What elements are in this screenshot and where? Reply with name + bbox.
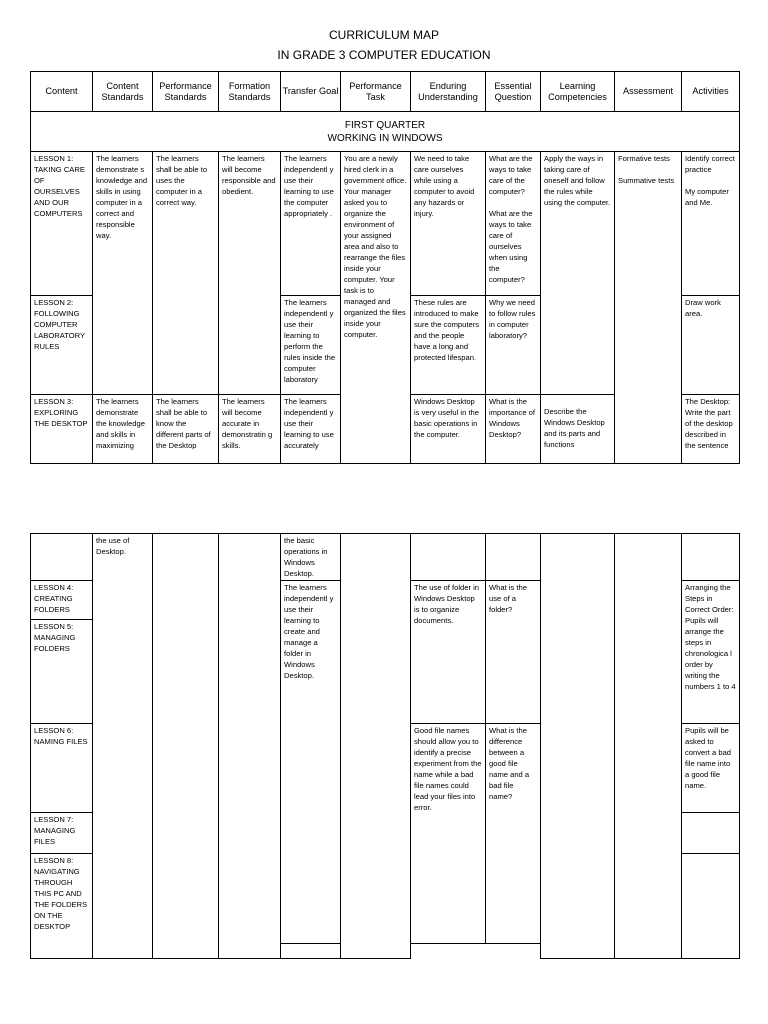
lesson3-transfer-goal: The learners independentl y use their learning to use accurately <box>281 395 341 464</box>
page2-learning-competencies <box>541 534 615 959</box>
lesson1-learning-competencies: Apply the ways in taking care of oneself and follow the rules while using the computer. <box>541 152 615 395</box>
header-formation-standards: Formation Standards <box>219 72 281 112</box>
quarter-heading <box>31 112 740 152</box>
cont-enduring-understanding <box>411 534 486 581</box>
lesson2-enduring-understanding: These rules are introduced to make sure the computers and the people have a long and protected lifespan. <box>411 296 486 395</box>
page2-assessment <box>615 534 682 959</box>
lesson1-performance-standards: The learners shall be able to uses the computer in a correct way. <box>153 152 219 395</box>
header-content-standards: Content Standards <box>93 72 153 112</box>
lesson6-enduring-understanding: Good file names should allow you to identify a precise experiment from the name while a bad file names could lead your files into error. <box>411 724 486 944</box>
lesson1-formation-standards: The learners will become responsible and obedient. <box>219 152 281 395</box>
page2-performance-task <box>341 534 411 959</box>
cont-activities <box>682 534 740 581</box>
cont-content <box>31 534 93 581</box>
assessment: Formative tests Summative tests <box>615 152 682 464</box>
lesson5-content: LESSON 5: MANAGING FOLDERS <box>31 620 93 724</box>
curriculum-table-page2 <box>30 533 740 959</box>
lesson3-content: LESSON 3: EXPLORING THE DESKTOP <box>31 395 93 464</box>
quarter-label: FIRST QUARTER <box>344 119 426 131</box>
lesson6-activities: Pupils will be asked to convert a bad file name into a good file name. <box>682 724 740 813</box>
lesson1-content: LESSON 1: TAKING CARE OF OURSELVES AND OUR COMPUTERS <box>31 152 93 296</box>
header-learning-competencies: Learning Competencies <box>541 72 615 112</box>
lesson7-activities <box>682 813 740 854</box>
cont-content-standards: the use of Desktop. <box>93 534 153 959</box>
lesson8-content: LESSON 8: NAVIGATING THROUGH THIS PC AND THE FOLDERS ON THE DESKTOP <box>31 854 93 959</box>
cont-essential-question <box>486 534 541 581</box>
lesson1-content-standards: The learners demonstrate s knowledge and skills in using computer in a correct and responsible way. <box>93 152 153 395</box>
lesson4-activities: Arranging the Steps in Correct Order: Pupils will arrange the steps in chronologica l order by writing the numbers 1 to 4 <box>682 581 740 724</box>
page2-formation-standards <box>219 534 281 959</box>
header-enduring-understanding: Enduring Understanding <box>411 72 486 112</box>
header-performance-standards: Performance Standards <box>153 72 219 112</box>
lesson2-activities: Draw work area. <box>682 296 740 395</box>
lesson8-transfer-goal <box>281 944 341 959</box>
lesson3-learning-competencies: Describe the Windows Desktop and its parts and functions <box>541 395 615 464</box>
lesson4-essential-question: What is the use of a folder? <box>486 581 541 724</box>
lesson7-content: LESSON 7: MANAGING FILES <box>31 813 93 854</box>
curriculum-table-page1 <box>30 71 740 464</box>
header-essential-question: Essential Question <box>486 72 541 112</box>
header-transfer-goal: Transfer Goal <box>281 72 341 112</box>
lesson4-content: LESSON 4: CREATING FOLDERS <box>31 581 93 620</box>
header-content: Content <box>31 72 93 112</box>
header-activities: Activities <box>682 72 740 112</box>
lesson4-transfer-goal: The learners independentl y use their learning to create and manage a folder in Windows Desktop. <box>281 581 341 944</box>
lesson3-content-standards: The learners demonstrate the knowledge and skills in maximizing <box>93 395 153 464</box>
lesson3-formation-standards: The learners will become accurate in demonstratin g skills. <box>219 395 281 464</box>
document-title: CURRICULUM MAP <box>328 28 439 42</box>
lesson1-activities: Identify correct practice My computer and Me. <box>682 152 740 296</box>
quarter-topic: WORKING IN WINDOWS <box>327 132 443 144</box>
lesson3-activities: The Desktop: Write the part of the desktop described in the sentence <box>682 395 740 464</box>
document-subtitle: IN GRADE 3 COMPUTER EDUCATION <box>277 48 491 62</box>
lesson6-essential-question: What is the difference between a good file name and a bad file name? <box>486 724 541 944</box>
lesson2-transfer-goal: The learners independentl y use their learning to perform the rules inside the computer laboratory <box>281 296 341 395</box>
lesson1-transfer-goal: The learners independentl y use their learning to use the computer appropriately . <box>281 152 341 296</box>
header-performance-task: Performance Task <box>341 72 411 112</box>
lesson1-essential-question: What are the ways to take care of the computer? What are the ways to take care of ourselves when using the computer? <box>486 152 541 296</box>
lesson1-enduring-understanding: We need to take care ourselves while using a computer to avoid any hazards or injury. <box>411 152 486 296</box>
lesson6-content: LESSON 6: NAMING FILES <box>31 724 93 813</box>
page2-performance-standards <box>153 534 219 959</box>
lesson3-enduring-understanding: Windows Desktop is very useful in the basic operations in the computer. <box>411 395 486 464</box>
lesson2-essential-question: Why we need to follow rules in computer laboratory? <box>486 296 541 395</box>
lesson3-performance-standards: The learners shall be able to know the different parts of the Desktop <box>153 395 219 464</box>
lesson4-enduring-understanding: The use of folder in Windows Desktop is to organize documents. <box>411 581 486 724</box>
lesson2-content: LESSON 2: FOLLOWING COMPUTER LABORATORY RULES <box>31 296 93 395</box>
lesson8-activities <box>682 854 740 959</box>
performance-task: You are a newly hired clerk in a government office. Your manager asked you to organize the environment of your assigned area and also to rearrange the files inside your computer. Your task is to managed and organized the files inside your computer. <box>341 152 411 464</box>
header-assessment: Assessment <box>615 72 682 112</box>
cont-transfer-goal: the basic operations in Windows Desktop. <box>281 534 341 581</box>
lesson3-essential-question: What is the importance of Windows Desktop? <box>486 395 541 464</box>
